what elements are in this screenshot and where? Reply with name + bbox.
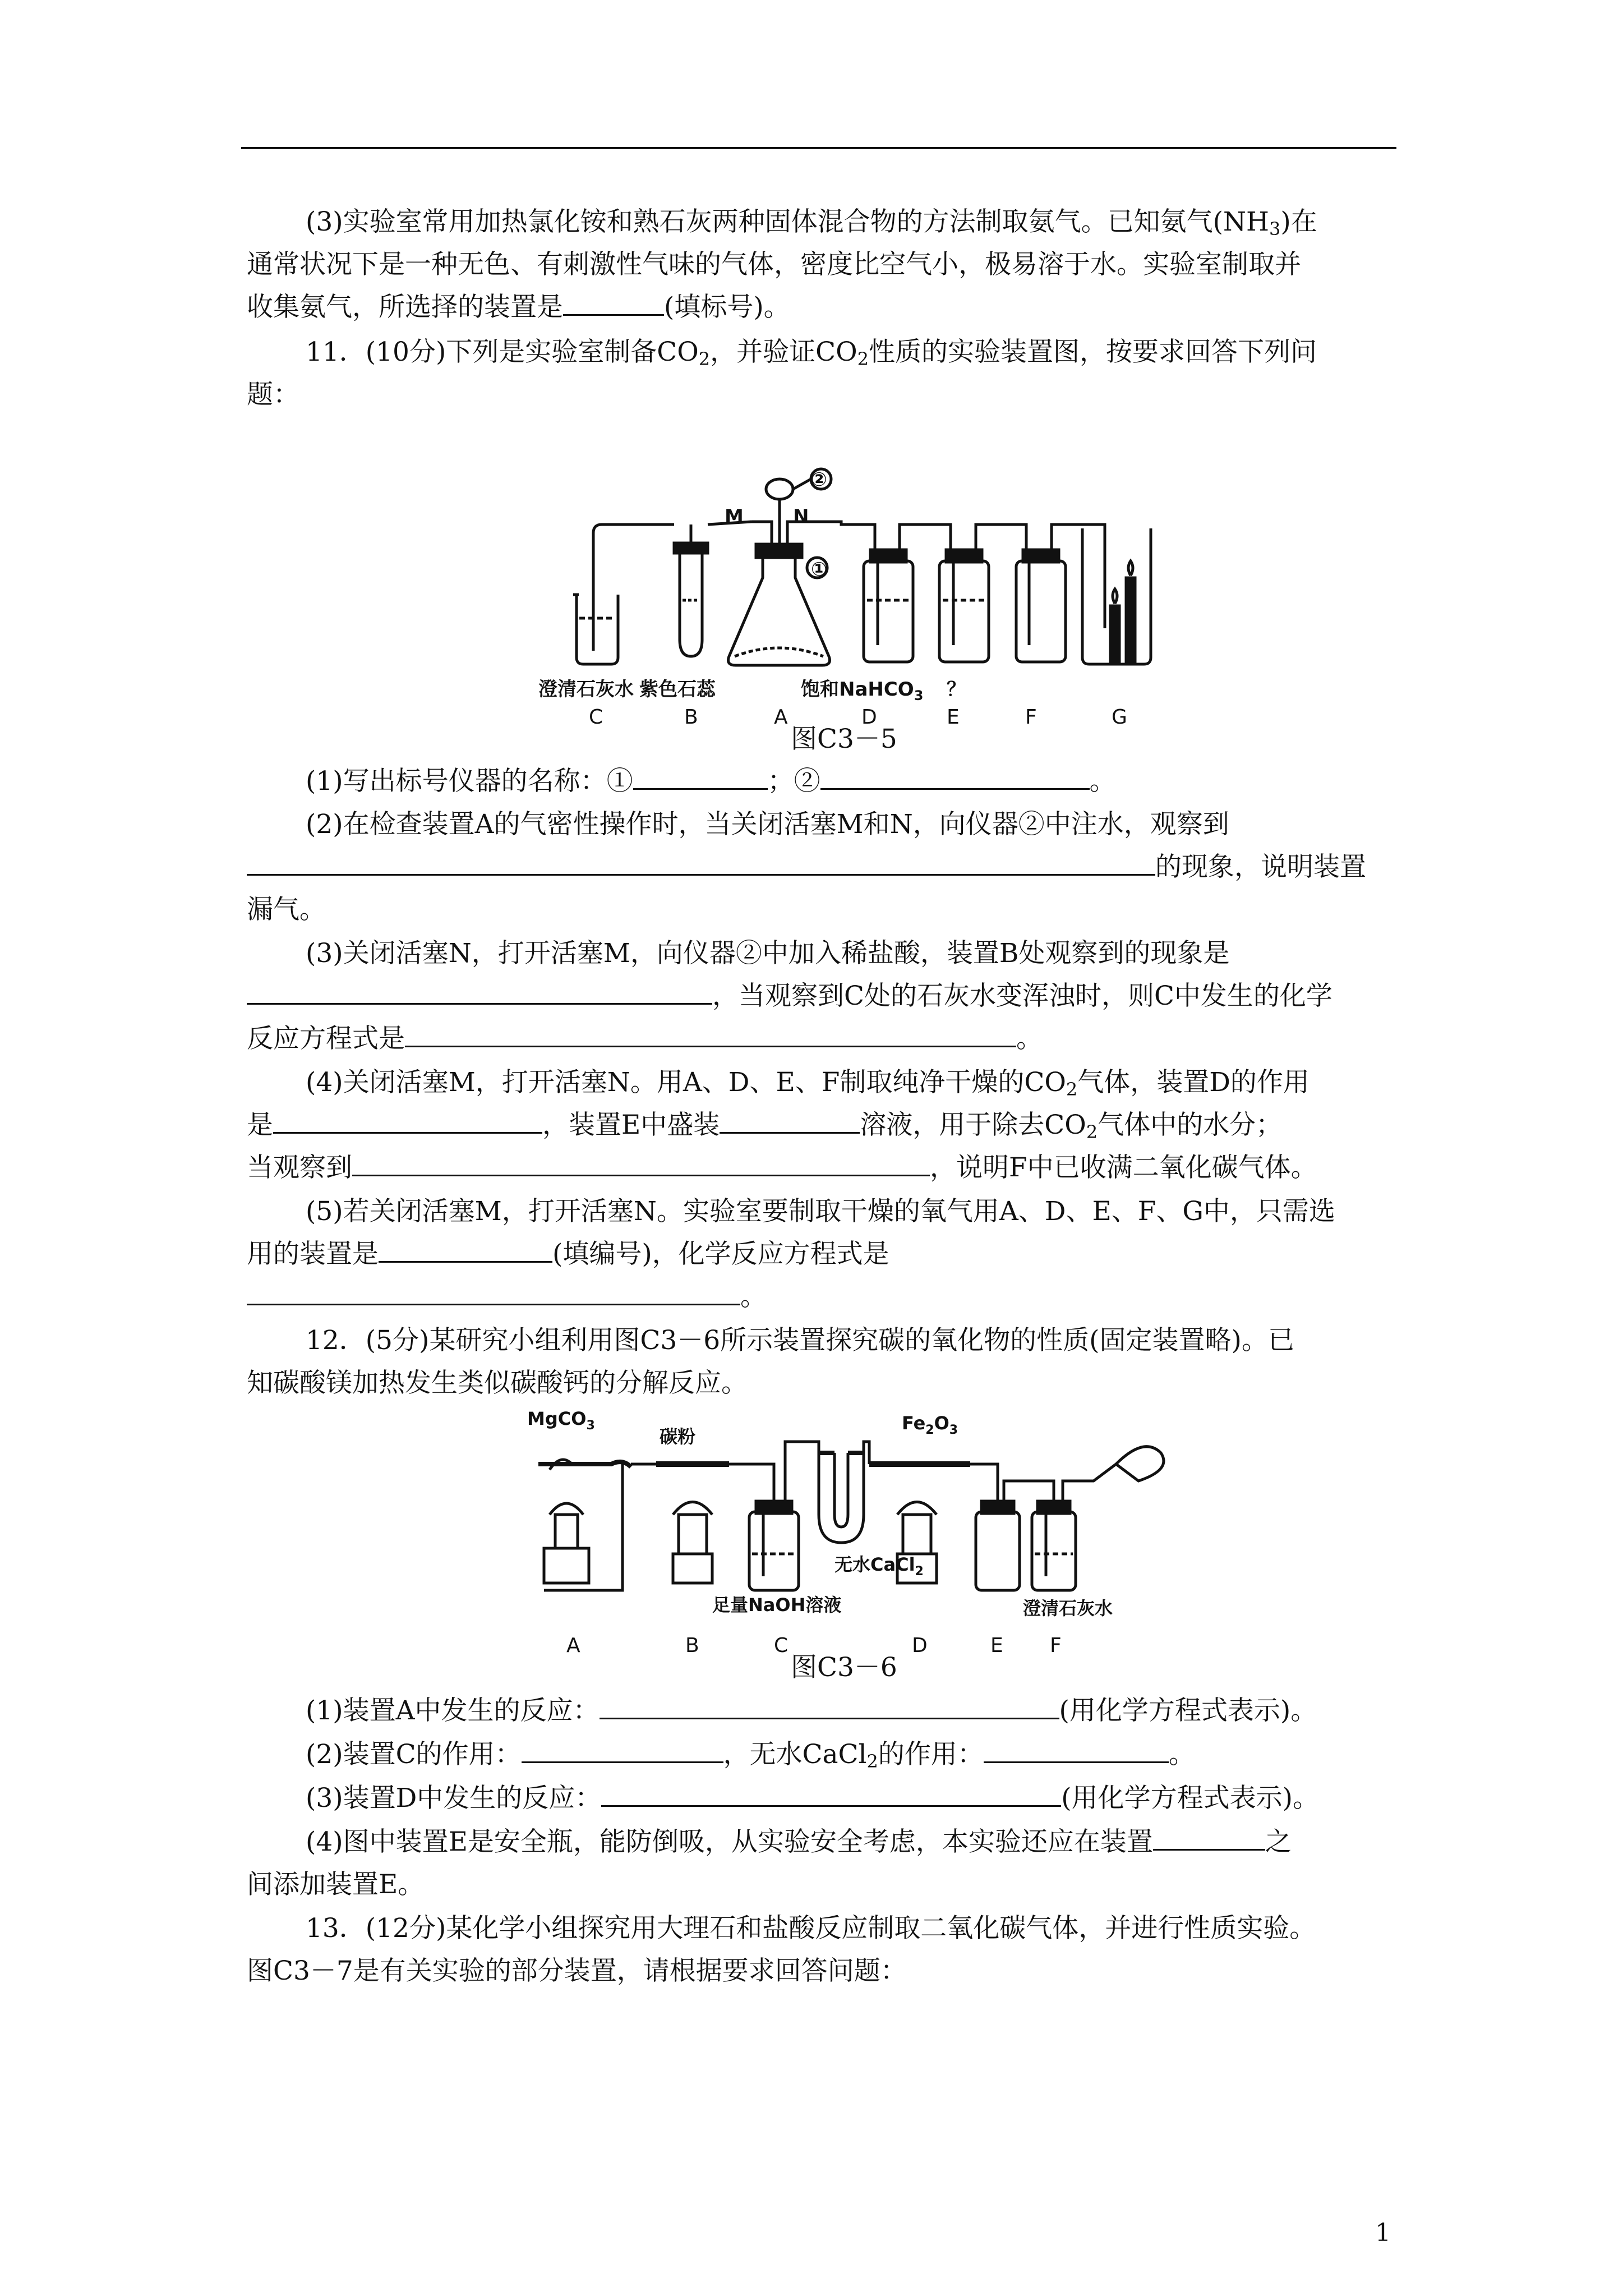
q11-s4-line3: 当观察到 ，说明F中已收满二氧化碳气体。 xyxy=(247,1147,1396,1189)
label-valve-m: M xyxy=(725,505,744,528)
q10-3-line3: 收集氨气，所选择的装置是 (填标号)。 xyxy=(247,286,1396,329)
answer-blank[interactable] xyxy=(247,975,712,1005)
q11-s5-line3: 。 xyxy=(247,1276,1396,1318)
q11-line2: 题： xyxy=(247,379,299,410)
answer-blank[interactable] xyxy=(720,1104,860,1134)
figure-c3-6 xyxy=(527,1402,1178,1638)
label-circle1: ① xyxy=(811,558,827,581)
answer-blank[interactable] xyxy=(563,286,664,316)
q12-s4-line2: 间添加装置E。 xyxy=(247,1869,425,1900)
label-fe2o3: $Fe_2O_3$ xyxy=(902,1412,958,1437)
label-limewater-f: 澄清石灰水 xyxy=(1023,1598,1113,1619)
q11-s5-line2: 用的装置是 (填编号)，化学反应方程式是 xyxy=(247,1233,1396,1276)
letter-e: E xyxy=(947,706,960,729)
letter-g: G xyxy=(1112,706,1127,729)
answer-blank[interactable] xyxy=(273,1104,542,1134)
answer-blank[interactable] xyxy=(601,1777,1061,1807)
q12-s1: (1)装置A中发生的反应： (用化学方程式表示)。 xyxy=(306,1690,1455,1732)
label-litmus: 紫色石蕊 xyxy=(639,678,716,701)
letter-b: B xyxy=(685,1634,699,1657)
label-mgco3: MgCO$_3$ xyxy=(527,1408,595,1433)
letter-c: C xyxy=(589,706,603,729)
q12-s2: (2)装置C的作用： ，无水CaCl$_2$的作用： 。 xyxy=(306,1733,1455,1776)
q11-s5-line1: (5)若关闭活塞M，打开活塞N。实验室要制取干燥的氧气用A、D、E、F、G中，只需选 xyxy=(306,1196,1335,1227)
q13-line1: 13．(12分)某化学小组探究用大理石和盐酸反应制取二氧化碳气体，并进行性质实验。 xyxy=(306,1913,1316,1944)
label-carbon: 碳粉 xyxy=(660,1426,696,1447)
letter-a: A xyxy=(566,1634,580,1657)
label-cacl2: 无水CaCl$_2$ xyxy=(834,1554,924,1579)
q12-line2: 知碳酸镁加热发生类似碳酸钙的分解反应。 xyxy=(247,1368,748,1398)
label-limewater: 澄清石灰水 xyxy=(538,678,634,701)
letter-b: B xyxy=(684,706,698,729)
label-question: ？ xyxy=(947,678,966,701)
label-circle2: ② xyxy=(811,468,827,491)
answer-blank[interactable] xyxy=(1153,1821,1265,1851)
q11-s3-line1: (3)关闭活塞N，打开活塞M，向仪器②中加入稀盐酸，装置B处观察到的现象是 xyxy=(306,938,1230,969)
answer-blank[interactable] xyxy=(522,1733,723,1763)
q10-3-line1: (3)实验室常用加热氯化铵和熟石灰两种固体混合物的方法制取氨气。已知氨气$(NH_3)$在 xyxy=(306,206,1317,240)
header-rule xyxy=(241,147,1396,149)
q11-s2-line1: (2)在检查装置A的气密性操作时，当关闭活塞M和N，向仪器②中注水，观察到 xyxy=(306,809,1229,840)
figure-caption-c3-6: 图C3－6 xyxy=(791,1652,897,1683)
q11-s2-line3: 漏气。 xyxy=(247,894,326,925)
q12-s4-line1: (4)图中装置E是安全瓶，能防倒吸，从实验安全考虑，本实验还应在装置 之 xyxy=(306,1821,1455,1864)
label-valve-n: N xyxy=(793,505,809,528)
letter-e: E xyxy=(990,1634,1003,1657)
answer-blank[interactable] xyxy=(633,760,768,790)
answer-blank[interactable] xyxy=(405,1018,1016,1047)
answer-blank[interactable] xyxy=(600,1690,1059,1719)
answer-blank[interactable] xyxy=(820,760,1090,790)
q10-3-line2: 通常状况下是一种无色、有刺激性气味的气体，密度比空气小，极易溶于水。实验室制取并 xyxy=(247,249,1301,280)
answer-blank[interactable] xyxy=(247,1276,740,1305)
letter-d: D xyxy=(912,1634,928,1657)
answer-blank[interactable] xyxy=(352,1147,930,1176)
q11-s1: (1)写出标号仪器的名称：① ；② 。 xyxy=(306,760,1455,803)
label-nahco3: 饱和NaHCO$_3$ xyxy=(801,678,924,703)
answer-blank[interactable] xyxy=(984,1733,1169,1763)
q13-line2: 图C3－7是有关实验的部分装置，请根据要求回答问题： xyxy=(247,1955,907,1986)
answer-blank[interactable] xyxy=(379,1233,552,1263)
figure-c3-5 xyxy=(527,460,1166,707)
q11-s4-line2: 是 ，装置E中盛装 溶液，用于除去$CO_2$气体中的水分； xyxy=(247,1104,1396,1147)
label-naoh: 足量NaOH溶液 xyxy=(712,1594,842,1616)
q11-s4-line1: (4)关闭活塞M，打开活塞N。用A、D、E、F制取纯净干燥的$CO_2$气体，装置D的作用 xyxy=(306,1067,1310,1100)
letter-c: C xyxy=(774,1634,789,1657)
q11-line1: 11．(10分)下列是实验室制备$CO_2$，并验证$CO_2$性质的实验装置图，按要求回答下列问 xyxy=(306,337,1317,370)
page-number: 1 xyxy=(1375,2219,1391,2247)
letter-f: F xyxy=(1050,1634,1062,1657)
answer-blank[interactable] xyxy=(247,846,1155,876)
q12-line1: 12．(5分)某研究小组利用图C3－6所示装置探究碳的氧化物的性质(固定装置略)。已 xyxy=(306,1325,1294,1356)
q11-s2-line2: 的现象，说明装置 xyxy=(247,846,1396,889)
q11-s3-line2: ，当观察到C处的石灰水变浑浊时，则C中发生的化学 xyxy=(247,975,1396,1018)
q11-s3-line3: 反应方程式是 。 xyxy=(247,1018,1396,1060)
letter-f: F xyxy=(1025,706,1037,729)
q12-s3: (3)装置D中发生的反应： (用化学方程式表示)。 xyxy=(306,1777,1455,1820)
letter-a: A xyxy=(774,706,788,729)
letter-d: D xyxy=(861,706,877,729)
figure-caption-c3-5: 图C3－5 xyxy=(791,724,897,754)
